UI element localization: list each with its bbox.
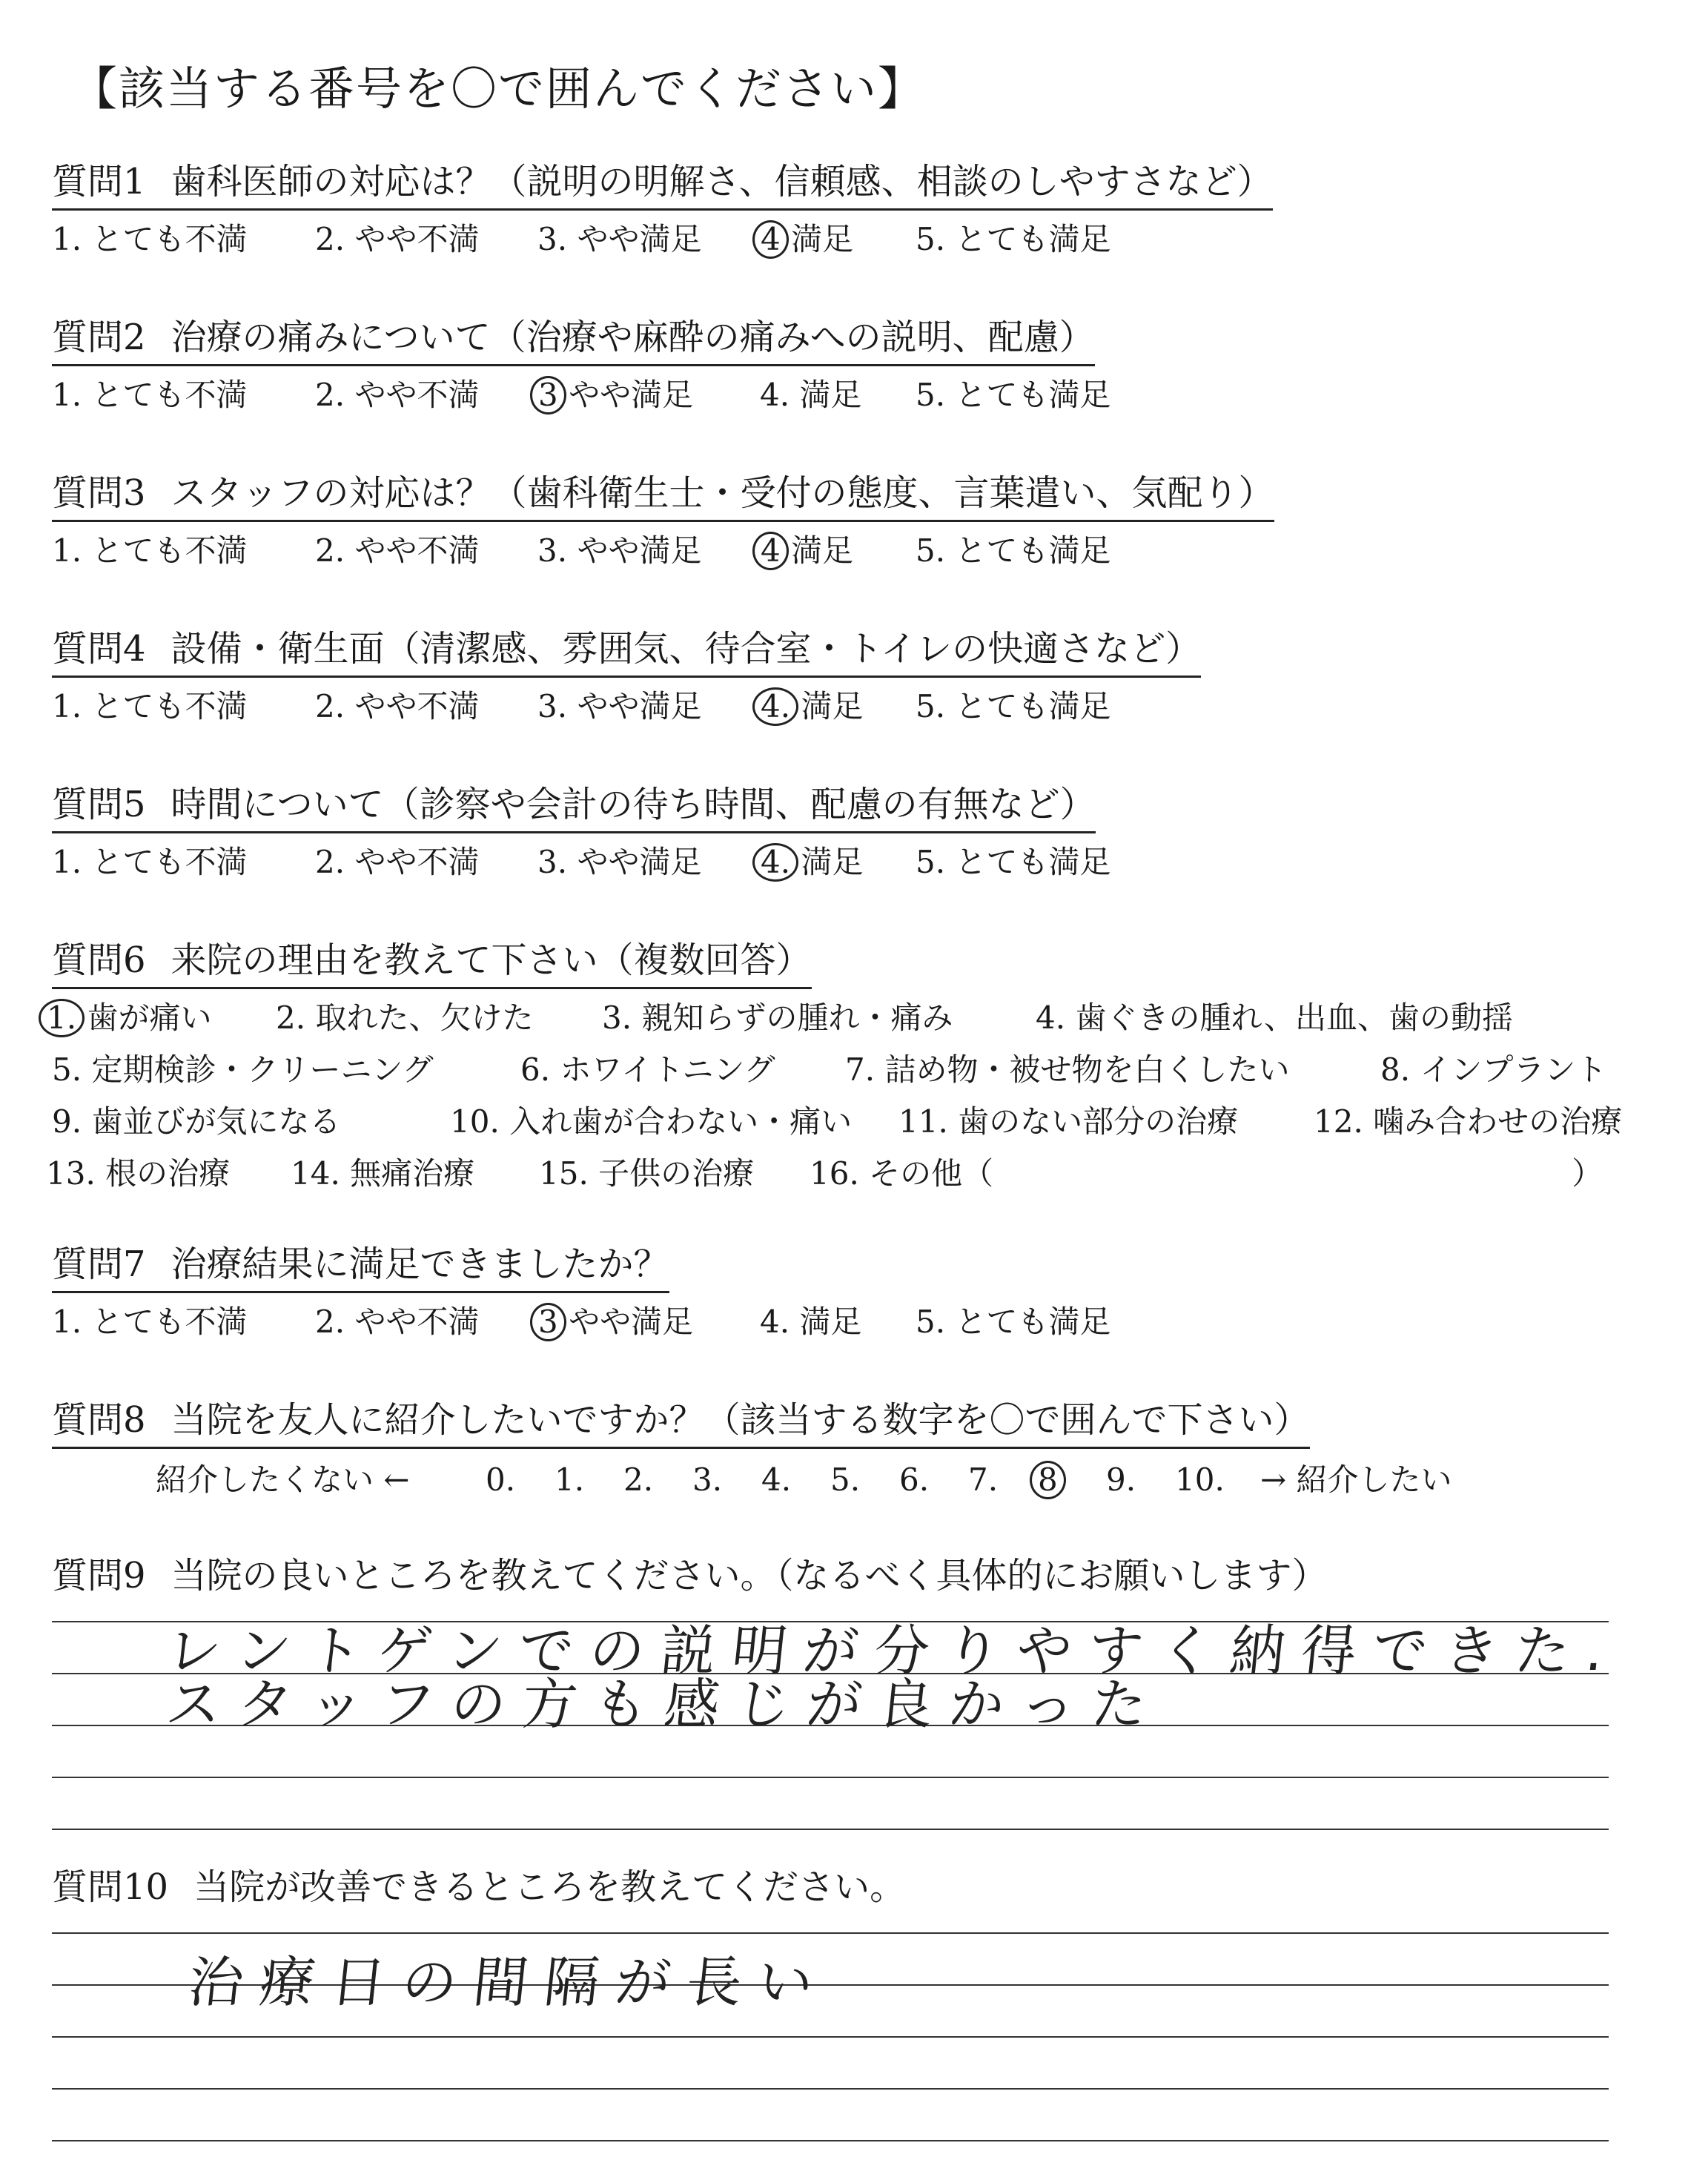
option-3[interactable]: 3. やや満足 [537, 688, 702, 724]
question-number: 質問9 [52, 1555, 146, 1596]
option-3[interactable]: 3. 親知らずの腫れ・痛み [602, 1000, 953, 1036]
answer-rule [52, 2088, 1609, 2090]
handwritten-answer-line-1: 治療日の間隔が長い [185, 1951, 833, 2015]
option-1[interactable]: 1. とても不満 [52, 1304, 248, 1340]
selection-circle: 8 [1030, 1461, 1066, 1499]
scale-3[interactable]: 3. [692, 1462, 723, 1498]
question-text: スタッフの対応は？（歯科衛生士・受付の態度、言葉遣い、気配り） [171, 472, 1274, 514]
scale-0[interactable]: 0. [486, 1462, 516, 1498]
question-number: 質問5 [52, 784, 146, 825]
option-2[interactable]: 2. やや不満 [315, 377, 480, 413]
option-3[interactable]: 3. やや満足 [537, 221, 702, 257]
option-5[interactable]: 5. 定期検診・クリーニング [52, 1051, 434, 1088]
question-text: 歯科医師の対応は？（説明の明解さ、信頼感、相談のしやすさなど） [171, 161, 1273, 202]
scale-4[interactable]: 4. [761, 1462, 792, 1498]
question-1-title [52, 162, 1273, 211]
question-number: 質問4 [52, 628, 146, 670]
option-5[interactable]: 5. とても満足 [916, 532, 1111, 569]
question-text: 時間について（診察や会計の待ち時間、配慮の有無など） [171, 784, 1096, 825]
answer-rule [52, 1777, 1609, 1778]
scale-7[interactable]: 7. [968, 1462, 999, 1498]
scale-1[interactable]: 1. [555, 1462, 585, 1498]
option-6[interactable]: 6. ホワイトニング [520, 1051, 775, 1088]
scale-2[interactable]: 2. [623, 1462, 654, 1498]
question-6-title [52, 940, 812, 989]
question-2-title [52, 317, 1095, 366]
selection-circle: 3 [530, 1303, 566, 1341]
answer-rule [52, 1932, 1609, 1934]
question-9-title [52, 1556, 1328, 1602]
selection-circle: 4. [752, 687, 798, 726]
question-text: 当院が改善できるところを教えてください。 [193, 1866, 906, 1908]
option-4-selected[interactable]: 4. 満足 [760, 847, 863, 878]
option-4-selected[interactable]: 4 満足 [760, 224, 853, 255]
scale-10[interactable]: 10. [1175, 1462, 1225, 1498]
option-10[interactable]: 10. 入れ歯が合わない・痛い [450, 1103, 853, 1140]
option-2[interactable]: 2. やや不満 [315, 844, 480, 880]
scale-8-selected[interactable] [1037, 1464, 1059, 1496]
option-2[interactable]: 2. やや不満 [315, 221, 480, 257]
selection-circle: 3 [530, 376, 566, 415]
question-number: 質問1 [52, 161, 146, 202]
option-12[interactable]: 12. 噛み合わせの治療 [1314, 1103, 1623, 1140]
answer-rule [52, 2036, 1609, 2038]
handwritten-answer-line-1: レントゲンでの説明が分りやすく納得できた. [162, 1619, 1623, 1683]
scale-6[interactable]: 6. [899, 1462, 930, 1498]
option-4[interactable]: 4. 歯ぐきの腫れ、出血、歯の動揺 [1036, 1000, 1513, 1036]
option-3-selected[interactable]: 3 やや満足 [537, 1307, 693, 1338]
question-8-title [52, 1400, 1310, 1449]
question-number: 質問10 [52, 1866, 169, 1908]
question-number: 質問3 [52, 472, 146, 514]
question-number: 質問8 [52, 1399, 146, 1441]
question-4-title [52, 629, 1201, 678]
option-15[interactable]: 15. 子供の治療 [539, 1155, 755, 1192]
option-1[interactable]: 1. とても不満 [52, 688, 248, 724]
option-1[interactable]: 1. とても不満 [52, 532, 248, 569]
option-5[interactable]: 5. とても満足 [916, 844, 1111, 880]
question-number: 質問7 [52, 1244, 146, 1285]
option-4-selected[interactable]: 4. 満足 [760, 691, 863, 722]
option-1[interactable]: 1. とても不満 [52, 377, 248, 413]
question-number: 質問6 [52, 939, 146, 981]
option-13[interactable]: 13. 根の治療 [46, 1155, 231, 1192]
selection-circle: 4 [752, 532, 789, 570]
option-2[interactable]: 2. やや不満 [315, 532, 480, 569]
option-1-selected[interactable]: 1. 歯が痛い [46, 1003, 211, 1034]
option-2[interactable]: 2. やや不満 [315, 688, 480, 724]
option-3-selected[interactable]: 3 やや満足 [537, 380, 693, 411]
option-3[interactable]: 3. やや満足 [537, 844, 702, 880]
question-7-title [52, 1244, 669, 1293]
question-5-title [52, 785, 1096, 833]
page-title: 【該当する番号を〇で囲んでください】 [71, 62, 926, 116]
question-text: 設備・衛生面（清潔感、雰囲気、待合室・トイレの快適さなど） [171, 628, 1202, 670]
question-text: 来院の理由を教えて下さい（複数回答） [171, 939, 812, 981]
option-1[interactable]: 1. とても不満 [52, 221, 248, 257]
question-10-title [52, 1867, 905, 1914]
option-8[interactable]: 8. インプラント [1380, 1051, 1607, 1088]
option-5[interactable]: 5. とても満足 [916, 221, 1111, 257]
selection-circle: 1. [39, 999, 85, 1037]
option-4[interactable]: 4. 満足 [760, 377, 862, 413]
question-text: 治療の痛みについて（治療や麻酔の痛みへの説明、配慮） [171, 317, 1095, 358]
answer-rule [52, 2140, 1609, 2141]
option-4-selected[interactable]: 4 満足 [760, 535, 853, 567]
option-14[interactable]: 14. 無痛治療 [291, 1155, 475, 1192]
selection-circle: 4 [752, 220, 789, 259]
scale-right-label: → 紹介したい [1260, 1462, 1452, 1498]
option-5[interactable]: 5. とても満足 [916, 377, 1111, 413]
handwritten-answer-line-2: スタッフの方も感じが良かった [162, 1673, 1166, 1737]
option-9[interactable]: 9. 歯並びが気になる [52, 1103, 341, 1140]
option-4[interactable]: 4. 満足 [760, 1304, 862, 1340]
selection-circle: 4. [752, 843, 798, 882]
option-2[interactable]: 2. 取れた、欠けた [276, 1000, 534, 1036]
scale-5[interactable]: 5. [830, 1462, 861, 1498]
question-text: 当院を友人に紹介したいですか？（該当する数字を〇で囲んで下さい） [171, 1399, 1310, 1441]
question-text: 治療結果に満足できましたか？ [171, 1244, 669, 1285]
option-3[interactable]: 3. やや満足 [537, 532, 702, 569]
option-7[interactable]: 7. 詰め物・被せ物を白くしたい [845, 1051, 1290, 1088]
scale-left-label: 紹介したくない ← [156, 1462, 410, 1498]
option-1[interactable]: 1. とても不満 [52, 844, 248, 880]
scale-9[interactable]: 9. [1106, 1462, 1136, 1498]
question-3-title [52, 473, 1274, 522]
option-5[interactable]: 5. とても満足 [916, 688, 1111, 724]
question-text: 当院の良いところを教えてください。（なるべく具体的にお願いします） [171, 1555, 1328, 1596]
question-number: 質問2 [52, 317, 146, 358]
option-16-other[interactable]: 16. その他（ ） [810, 1155, 1603, 1192]
option-11[interactable]: 11. 歯のない部分の治療 [898, 1103, 1239, 1140]
answer-rule [52, 1829, 1609, 1830]
option-2[interactable]: 2. やや不満 [315, 1304, 480, 1340]
option-5[interactable]: 5. とても満足 [916, 1304, 1111, 1340]
